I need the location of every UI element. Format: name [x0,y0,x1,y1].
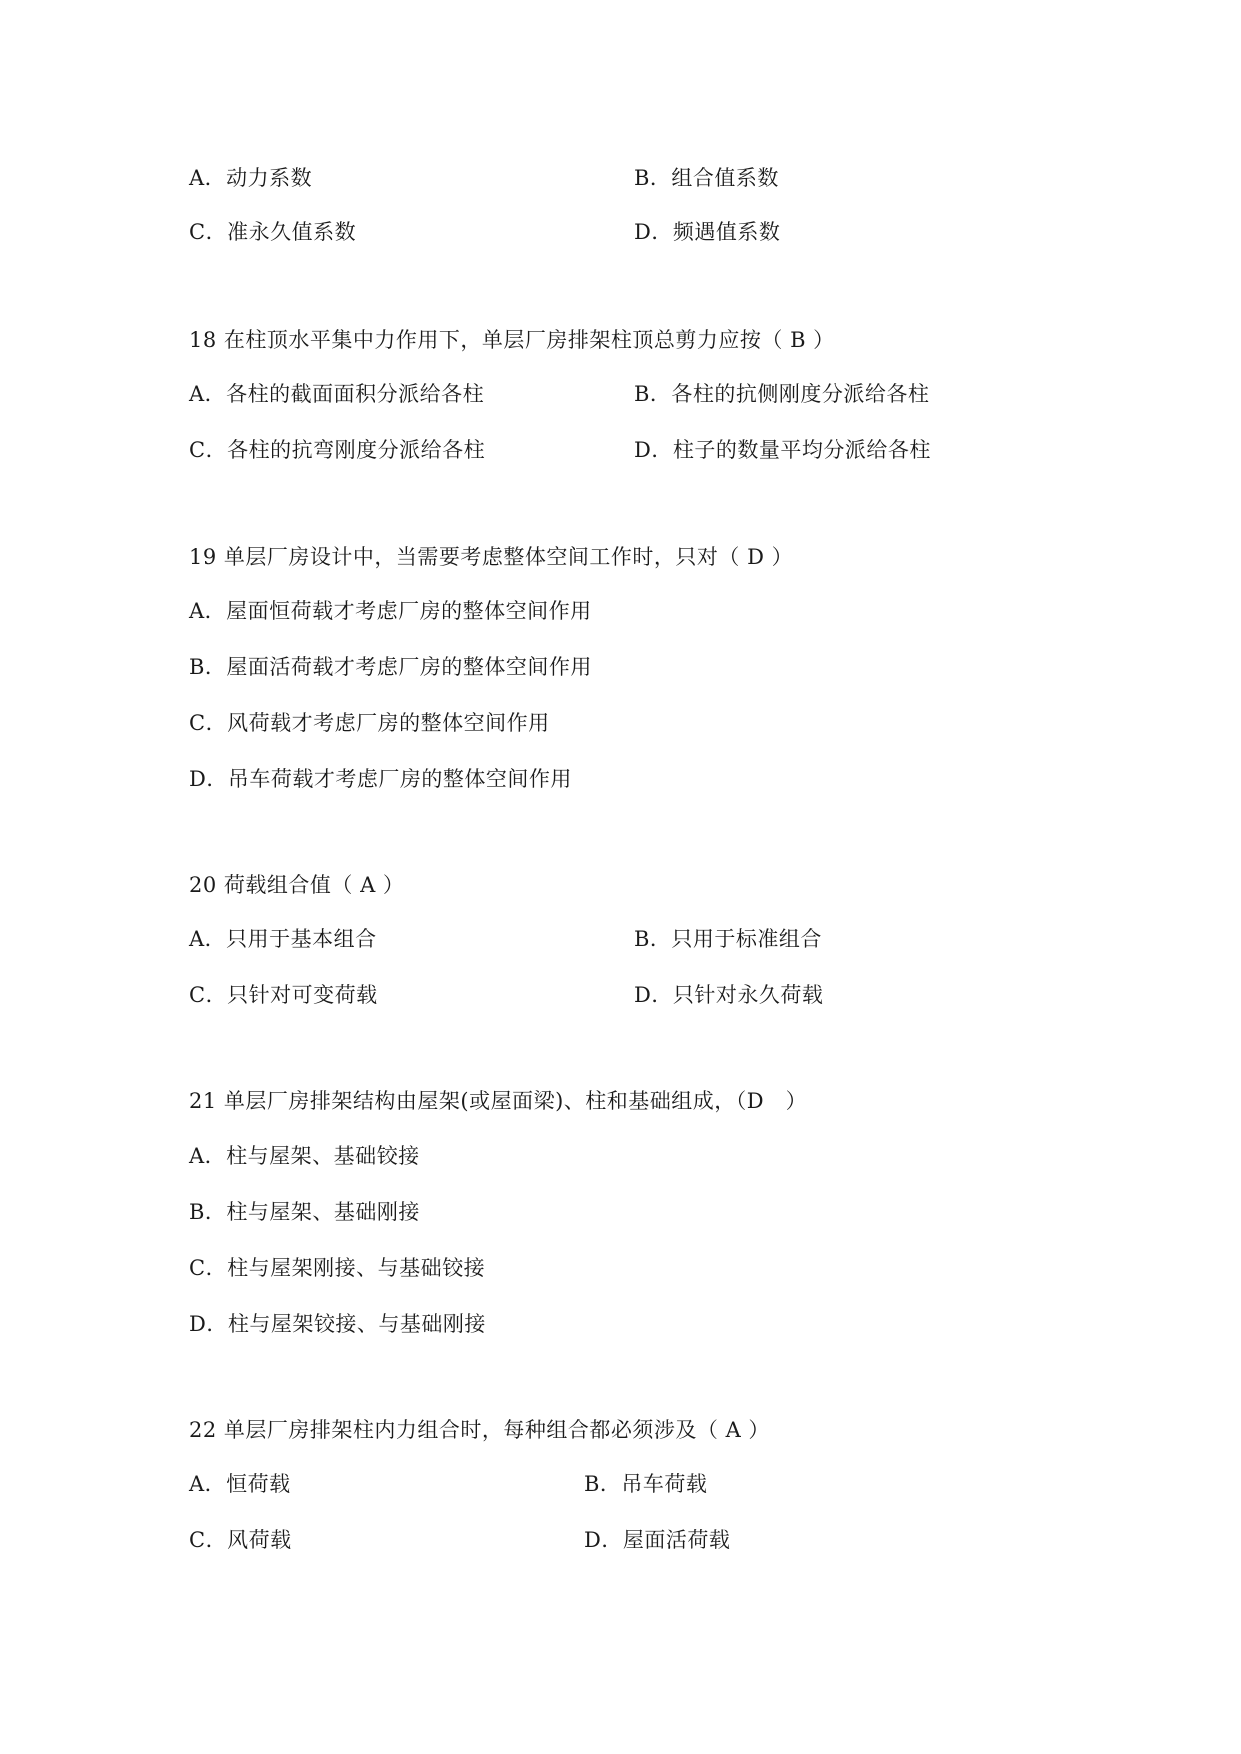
q22-option-a: A．恒荷载 [189,1472,291,1496]
q21-option-b: B．柱与屋架、基础刚接 [189,1200,420,1224]
q19-option-c: C．风荷载才考虑厂房的整体空间作用 [189,711,550,735]
q20-stem: 20 荷载组合值（ A ） [189,873,405,897]
q22-option-d: D．屋面活荷载 [584,1528,731,1552]
q21-option-a: A．柱与屋架、基础铰接 [189,1144,420,1168]
q21-option-c: C．柱与屋架刚接、与基础铰接 [189,1256,486,1280]
q22-option-b: B．吊车荷载 [584,1472,708,1496]
q18-option-b: B．各柱的抗侧刚度分派给各柱 [634,382,930,406]
q20-option-c: C．只针对可变荷载 [189,983,378,1007]
q18-option-a: A．各柱的截面面积分派给各柱 [189,382,485,406]
q19-stem: 19 单层厂房设计中，当需要考虑整体空间工作时，只对（ D ） [189,545,794,569]
q21-stem: 21 单层厂房排架结构由屋架(或屋面梁)、柱和基础组成，（D ） [189,1089,808,1113]
q18-option-c: C．各柱的抗弯刚度分派给各柱 [189,438,486,462]
q17-option-a: A．动力系数 [189,166,313,190]
q20-option-b: B．只用于标准组合 [634,927,822,951]
q21-option-d: D．柱与屋架铰接、与基础刚接 [189,1312,486,1336]
q17-option-d: D．频遇值系数 [634,220,781,244]
q19-option-a: A．屋面恒荷载才考虑厂房的整体空间作用 [189,599,592,623]
q19-option-b: B．屋面活荷载才考虑厂房的整体空间作用 [189,655,592,679]
q17-option-c: C．准永久值系数 [189,220,357,244]
q18-option-d: D．柱子的数量平均分派给各柱 [634,438,931,462]
q22-stem: 22 单层厂房排架柱内力组合时，每种组合都必须涉及（ A ） [189,1418,770,1442]
q20-option-d: D．只针对永久荷载 [634,983,824,1007]
q18-stem: 18 在柱顶水平集中力作用下，单层厂房排架柱顶总剪力应按（ B ） [189,328,835,352]
q17-option-b: B．组合值系数 [634,166,779,190]
q19-option-d: D．吊车荷载才考虑厂房的整体空间作用 [189,767,572,791]
q20-option-a: A．只用于基本组合 [189,927,377,951]
q22-option-c: C．风荷载 [189,1528,292,1552]
